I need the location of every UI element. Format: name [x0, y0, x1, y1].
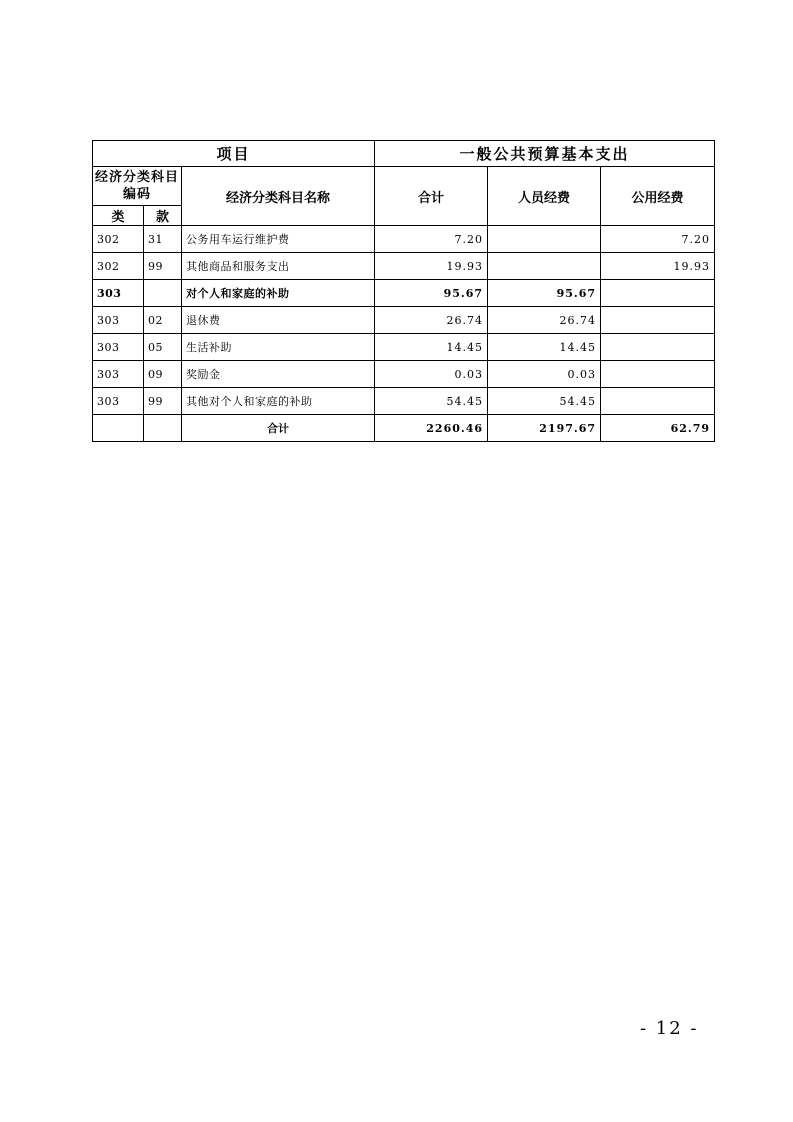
total-empty-cell: [144, 415, 182, 442]
item-name-cell: 其他商品和服务支出: [182, 253, 375, 280]
total-label-cell: 合计: [182, 415, 375, 442]
table-row: [93, 361, 715, 388]
total-cell: 19.93: [375, 253, 488, 280]
section-code-cell: 99: [144, 388, 182, 415]
item-name-cell: 其他对个人和家庭的补助: [182, 388, 375, 415]
class-code-cell: 303: [93, 307, 144, 334]
header-row-middle: [93, 167, 715, 206]
grand-public-cell: 62.79: [601, 415, 715, 442]
section-code-cell: 31: [144, 226, 182, 253]
item-name-cell: 生活补助: [182, 334, 375, 361]
public-cell: 19.93: [601, 253, 715, 280]
total-cell: 54.45: [375, 388, 488, 415]
item-name-cell: 对个人和家庭的补助: [182, 280, 375, 307]
public-cell: [601, 334, 715, 361]
grand-total-cell: 2260.46: [375, 415, 488, 442]
table-row: [93, 226, 715, 253]
class-code-cell: 302: [93, 226, 144, 253]
table-row: [93, 307, 715, 334]
public-cell: [601, 388, 715, 415]
class-code-cell: 302: [93, 253, 144, 280]
total-row: [93, 415, 715, 442]
name-header: 经济分类科目名称: [182, 167, 375, 226]
total-cell: 0.03: [375, 361, 488, 388]
personnel-cell: 0.03: [488, 361, 601, 388]
table-row: [93, 334, 715, 361]
page-number: - 12 -: [640, 1018, 699, 1039]
item-name-cell: 公务用车运行维护费: [182, 226, 375, 253]
personnel-cell: 95.67: [488, 280, 601, 307]
section-code-cell: 09: [144, 361, 182, 388]
public-cell: [601, 361, 715, 388]
item-name-cell: 退休费: [182, 307, 375, 334]
class-code-cell: 303: [93, 280, 144, 307]
class-code-cell: 303: [93, 361, 144, 388]
personnel-cell: [488, 226, 601, 253]
total-header: 合计: [375, 167, 488, 226]
class-code-cell: 303: [93, 388, 144, 415]
section-code-cell: 02: [144, 307, 182, 334]
total-cell: 95.67: [375, 280, 488, 307]
public-cell: [601, 280, 715, 307]
section-header: 款: [144, 206, 182, 226]
budget-header: 一般公共预算基本支出: [375, 141, 715, 167]
section-code-cell: 99: [144, 253, 182, 280]
header-row-top: [93, 141, 715, 167]
public-cell: [601, 307, 715, 334]
personnel-cell: 14.45: [488, 334, 601, 361]
table-row: [93, 388, 715, 415]
section-code-cell: [144, 280, 182, 307]
class-header: 类: [93, 206, 144, 226]
table-row: [93, 253, 715, 280]
public-header: 公用经费: [601, 167, 715, 226]
personnel-header: 人员经费: [488, 167, 601, 226]
item-header: 项目: [93, 141, 375, 167]
grand-personnel-cell: 2197.67: [488, 415, 601, 442]
personnel-cell: 26.74: [488, 307, 601, 334]
code-header: 经济分类科目编码: [93, 167, 182, 206]
budget-expenditure-table: [92, 140, 715, 442]
section-code-cell: 05: [144, 334, 182, 361]
personnel-cell: [488, 253, 601, 280]
table-row: [93, 280, 715, 307]
public-cell: 7.20: [601, 226, 715, 253]
personnel-cell: 54.45: [488, 388, 601, 415]
class-code-cell: 303: [93, 334, 144, 361]
total-empty-cell: [93, 415, 144, 442]
total-cell: 26.74: [375, 307, 488, 334]
item-name-cell: 奖励金: [182, 361, 375, 388]
total-cell: 14.45: [375, 334, 488, 361]
total-cell: 7.20: [375, 226, 488, 253]
